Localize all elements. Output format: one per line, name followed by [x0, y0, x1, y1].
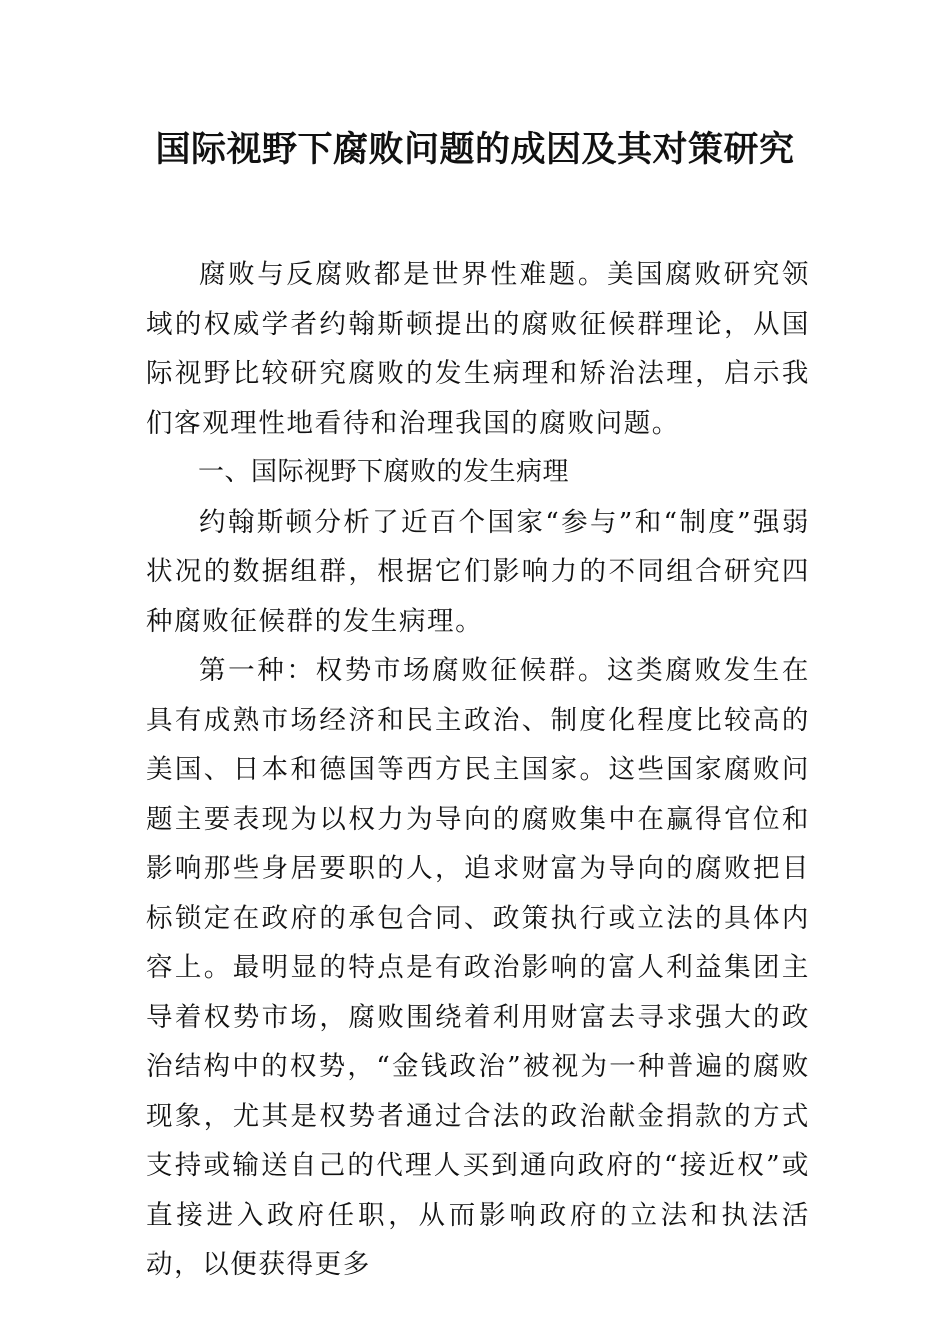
section-heading-1: 一、国际视野下腐败的发生病理 [198, 457, 570, 487]
paragraph-first-syndrome: 第一种：权势市场腐败征候群。这类腐败发生在具有成熟市场经济和民主政治、制度化程度比较高的美国、日本和德国等西方民主国家。这些国家腐败问题主要表现为以权力为导向的腐败集中在赢得官位和影响那些身居要职的人，追求财富为导向的腐败把目标锁定在政府的承包合同、政策执行或立法的具体内容上。最明显的特点是有政治影响的富人利益集团主导着权势市场，腐败围绕着利用财富去寻求强大的政治结构中的权势，“金钱政治”被视为一种普遍的腐败现象，尤其是权势者通过合法的政治献金捐款的方式支持或输送自己的代理人买到通向政府的“接近权”或直接进入政府任职，从而影响政府的立法和执法活动，以便获得更多 [146, 655, 810, 1280]
paragraph-section-1-intro: 约翰斯顿分析了近百个国家“参与”和“制度”强弱状况的数据组群，根据它们影响力的不同组合研究四种腐败征候群的发生病理。 [146, 506, 810, 637]
document-title: 国际视野下腐败问题的成因及其对策研究 [155, 130, 795, 170]
paragraph-intro: 腐败与反腐败都是世界性难题。美国腐败研究领域的权威学者约翰斯顿提出的腐败征候群理论，从国际视野比较研究腐败的发生病理和矫治法理，启示我们客观理性地看待和治理我国的腐败问题。 [146, 259, 810, 439]
document-body [146, 250, 810, 1290]
